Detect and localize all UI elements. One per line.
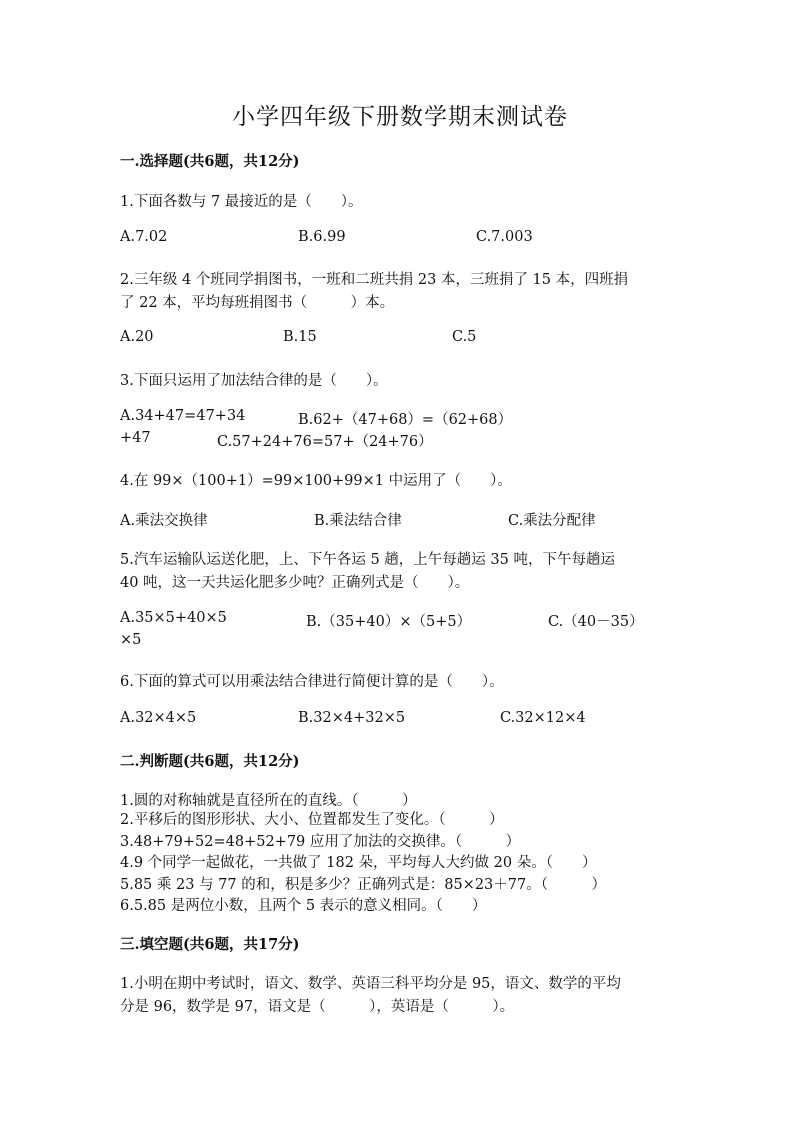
question-5-option-c: C.（40－35） bbox=[548, 614, 644, 630]
question-4-text: 4.在 99×（100+1）=99×100+99×1 中运用了（ ）。 bbox=[120, 473, 512, 489]
fill-question-1-line2: 分是 96，数学是 97，语文是（ ），英语是（ ）。 bbox=[120, 999, 515, 1015]
question-2-option-c: C.5 bbox=[452, 329, 477, 345]
question-6-option-c: C.32×12×4 bbox=[500, 710, 586, 726]
fill-question-1-line1: 1.小明在期中考试时，语文、数学、英语三科平均分是 95，语文、数学的平均 bbox=[120, 976, 621, 992]
question-3-option-a: A.34+47=47+34 bbox=[120, 408, 246, 424]
question-2-option-b: B.15 bbox=[283, 329, 317, 345]
question-4-option-c: C.乘法分配律 bbox=[508, 513, 596, 529]
section-heading-choice: 一.选择题(共6题，共12分) bbox=[120, 153, 300, 170]
question-6-option-a: A.32×4×5 bbox=[120, 710, 197, 726]
section-heading-true-false: 二.判断题(共6题，共12分) bbox=[120, 753, 300, 770]
question-2-text-line2: 了 22 本，平均每班捐图书（ ）本。 bbox=[120, 295, 395, 311]
question-1-option-b: B.6.99 bbox=[298, 229, 346, 245]
question-5-option-c-continued: ×5 bbox=[120, 632, 142, 648]
question-5-option-a: A.35×5+40×5 bbox=[120, 610, 227, 626]
judgement-item-6: 6.5.85 是两位小数，且两个 5 表示的意义相同。（ ） bbox=[120, 898, 487, 914]
judgement-item-4: 4.9 个同学一起做花，一共做了 182 朵，平均每人大约做 20 朵。（ ） bbox=[120, 855, 597, 871]
judgement-item-5: 5.85 乘 23 与 77 的和，积是多少？正确列式是：85×23＋77。（ ） bbox=[120, 877, 606, 893]
page-title: 小学四年级下册数学期末测试卷 bbox=[232, 104, 568, 130]
question-1-option-a: A.7.02 bbox=[120, 229, 168, 245]
judgement-item-2: 2.平移后的图形形状、大小、位置都发生了变化。（ ） bbox=[120, 812, 504, 828]
question-2-text-line1: 2.三年级 4 个班同学捐图书，一班和二班共捐 23 本，三班捐了 15 本，四班捐 bbox=[120, 272, 629, 288]
question-1-option-c: C.7.003 bbox=[476, 229, 533, 245]
question-5-text-line2: 40 吨，这一天共运化肥多少吨？正确列式是（ ）。 bbox=[120, 575, 470, 591]
question-2-option-a: A.20 bbox=[120, 329, 154, 345]
judgement-item-3: 3.48+79+52=48+52+79 应用了加法的交换律。（ ） bbox=[120, 834, 521, 850]
question-1-text: 1.下面各数与 7 最接近的是（ ）。 bbox=[120, 194, 363, 210]
question-6-text: 6.下面的算式可以用乘法结合律进行简便计算的是（ ）。 bbox=[120, 674, 504, 690]
question-4-option-b: B.乘法结合律 bbox=[314, 513, 402, 529]
question-3-option-c: C.57+24+76=57+（24+76） bbox=[217, 434, 433, 450]
question-5-text-line1: 5.汽车运输队运送化肥，上、下午各运 5 趟，上午每趟运 35 吨，下午每趟运 bbox=[120, 552, 615, 568]
question-3-option-b: B.62+（47+68）=（62+68） bbox=[298, 412, 513, 428]
question-4-option-a: A.乘法交换律 bbox=[120, 513, 208, 529]
question-5-option-b: B.（35+40）×（5+5） bbox=[306, 614, 472, 630]
question-3-option-b-continued: +47 bbox=[120, 430, 151, 446]
judgement-item-1: 1.圆的对称轴就是直径所在的直线。（ ） bbox=[120, 793, 417, 809]
question-6-option-b: B.32×4+32×5 bbox=[298, 710, 406, 726]
question-3-text: 3.下面只运用了加法结合律的是（ ）。 bbox=[120, 373, 388, 389]
section-heading-fill-blank: 三.填空题(共6题，共17分) bbox=[120, 936, 300, 953]
